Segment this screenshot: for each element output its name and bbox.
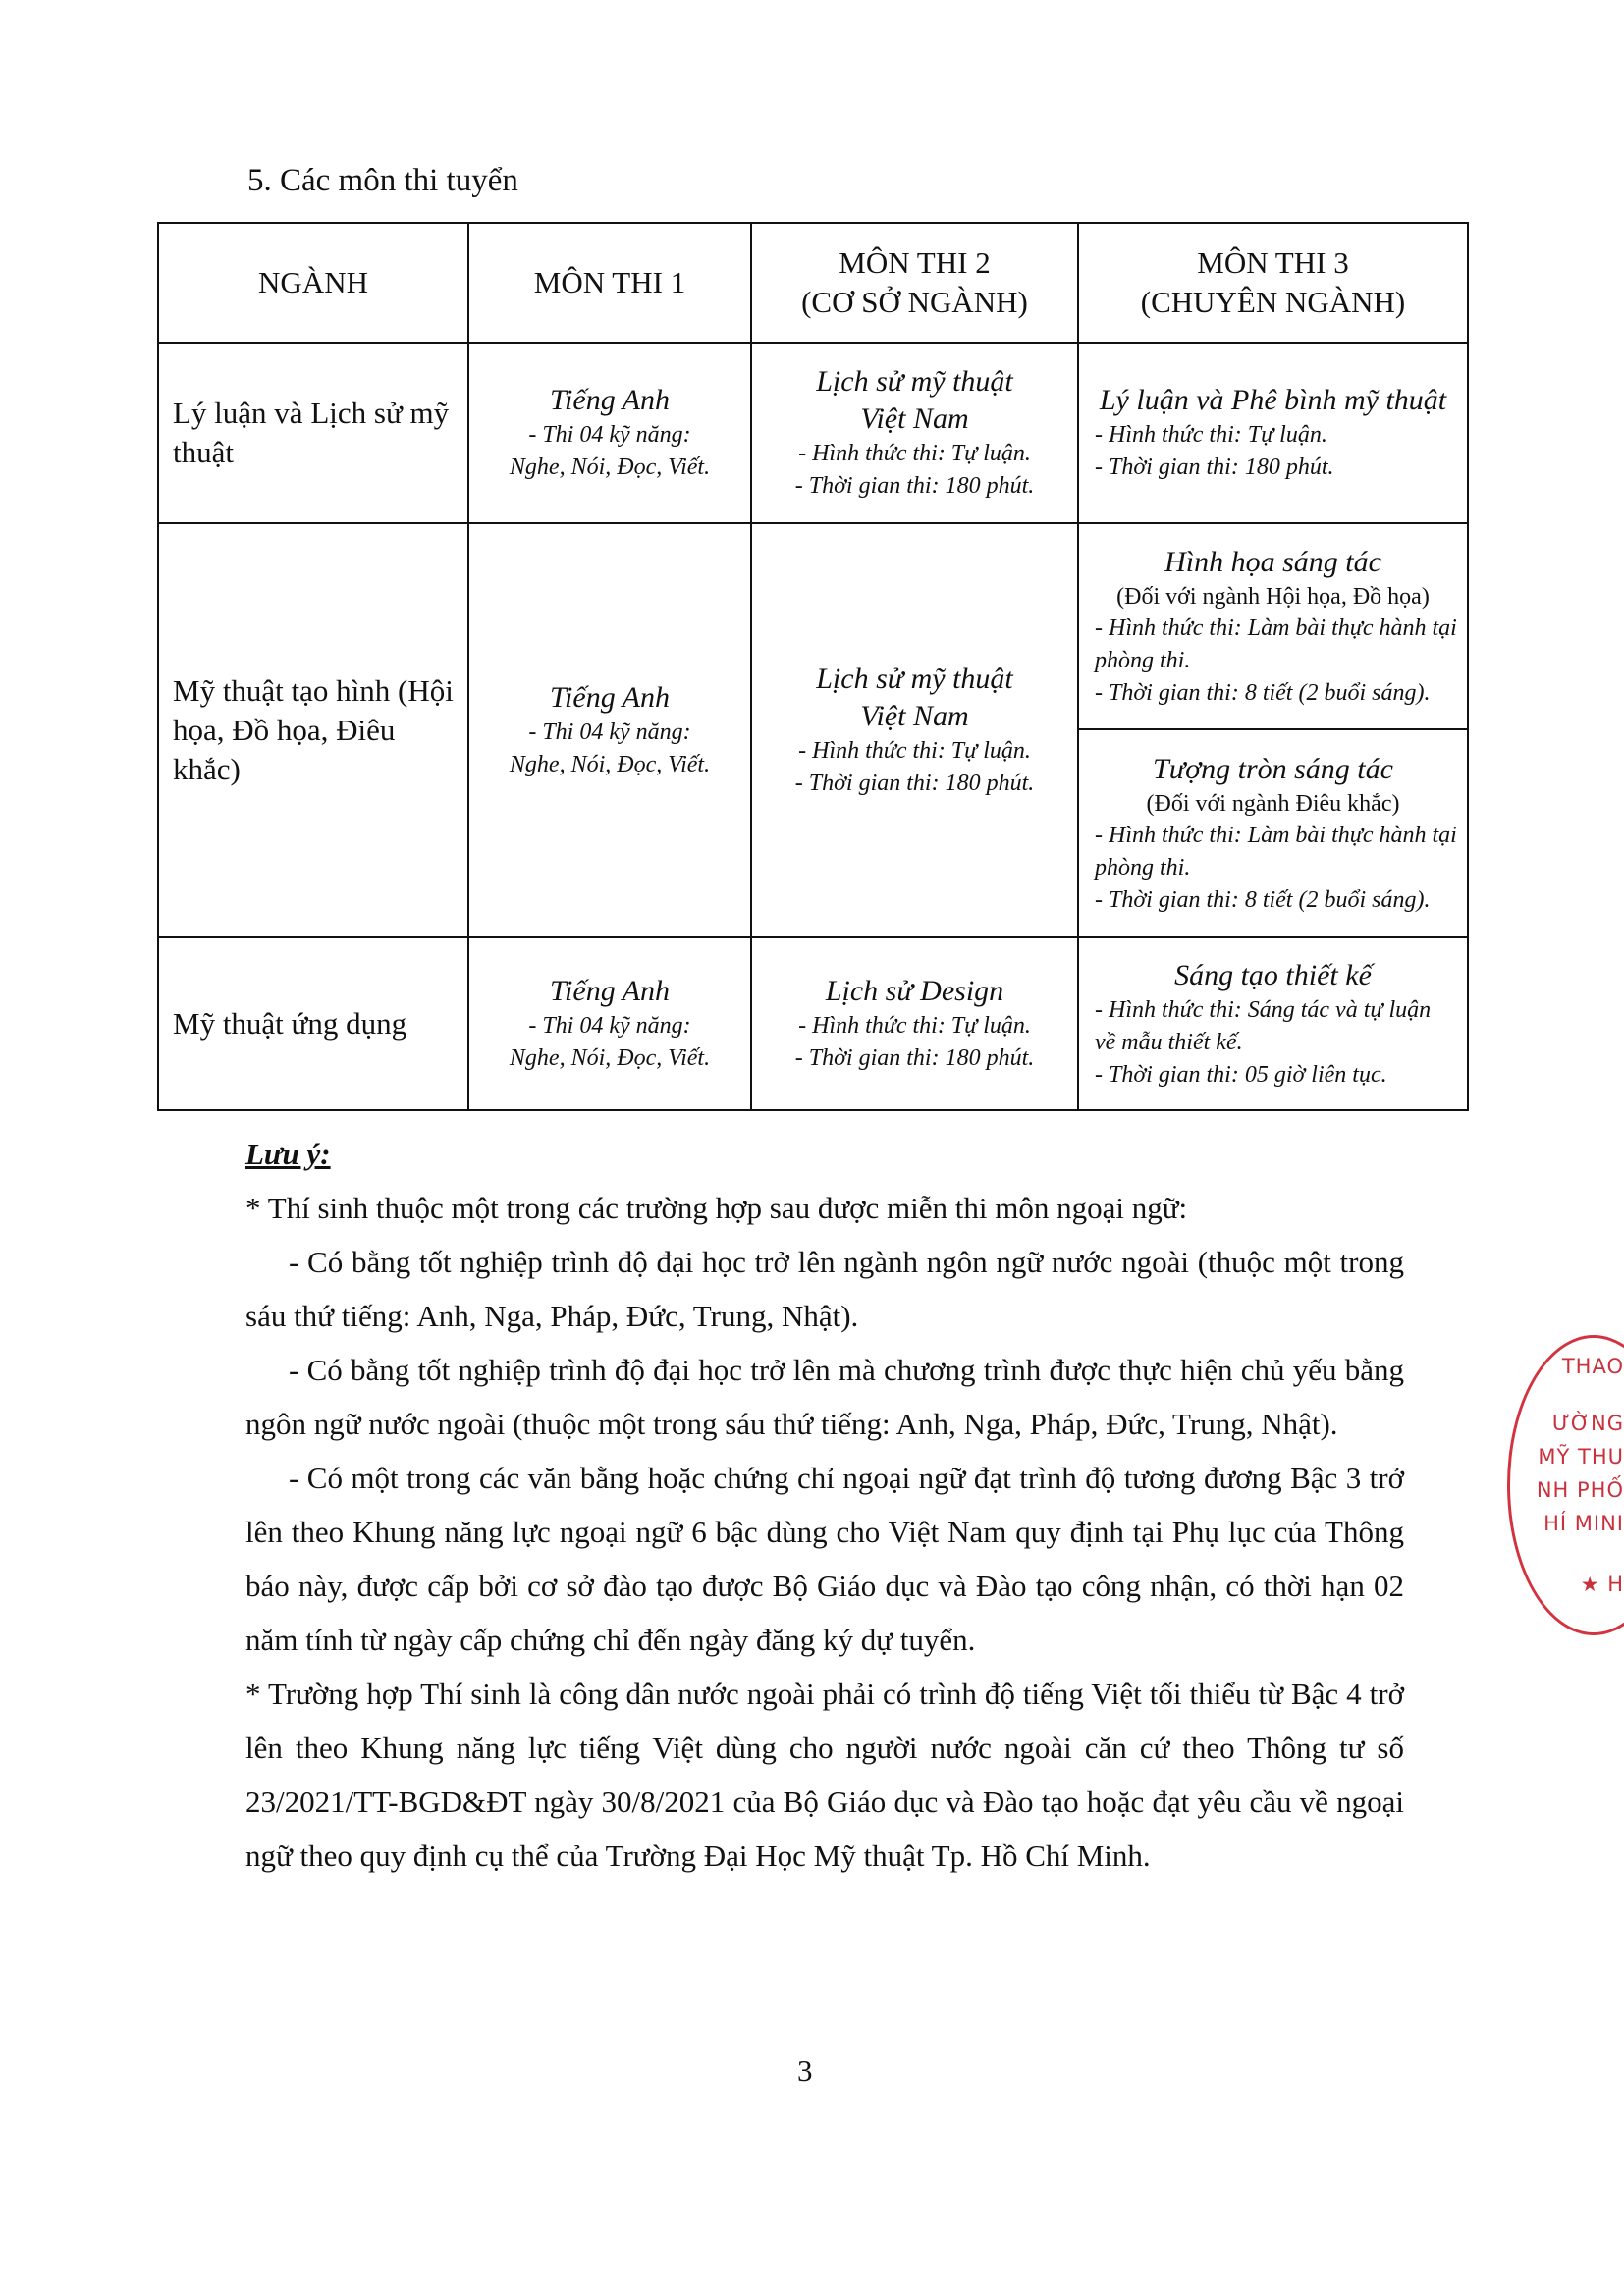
section-title: 5. Các môn thi tuyển bbox=[247, 163, 518, 198]
table-row bbox=[158, 343, 1468, 523]
subject-1-cell: Tiếng Anh - Thi 04 kỹ năng: Nghe, Nói, Đọc, Viết. bbox=[468, 937, 751, 1110]
subject-3b-cell: Tượng tròn sáng tác (Đối với ngành Điêu khắc) - Hình thức thi: Làm bài thực hành tại phòng thi. - Thời gian thi: 8 tiết (2 buổi sáng). bbox=[1078, 729, 1468, 937]
note-paragraph: - Có một trong các văn bằng hoặc chứng chỉ ngoại ngữ đạt trình độ tương đương Bậc 3 trở lên theo Khung năng lực ngoại ngữ 6 bậc dùng cho Việt Nam quy định tại Phụ lục của Thông báo này, được cấp bởi cơ sở đào tạo được Bộ Giáo dục và Đào tạo công nhận, có thời hạn 02 năm tính từ ngày cấp chứng chỉ đến ngày đăng ký dự tuyển. bbox=[245, 1461, 1404, 1657]
table-header-row bbox=[158, 223, 1468, 343]
table-row bbox=[158, 937, 1468, 1110]
subject-2-cell: Lịch sử mỹ thuật Việt Nam - Hình thức thi: Tự luận. - Thời gian thi: 180 phút. bbox=[751, 343, 1078, 523]
notes-heading: Lưu ý: bbox=[245, 1137, 331, 1171]
header-subject-2: MÔN THI 2 (CƠ SỞ NGÀNH) bbox=[751, 223, 1078, 343]
subject-3-cell: Lý luận và Phê bình mỹ thuật - Hình thức thi: Tự luận. - Thời gian thi: 180 phút. bbox=[1078, 343, 1468, 523]
subject-1-cell: Tiếng Anh - Thi 04 kỹ năng: Nghe, Nói, Đọc, Viết. bbox=[468, 523, 751, 937]
major-cell: Mỹ thuật tạo hình (Hội họa, Đồ họa, Điêu khắc) bbox=[158, 523, 468, 937]
table-row bbox=[158, 523, 1468, 729]
note-paragraph: - Có bằng tốt nghiệp trình độ đại học trở lên mà chương trình được thực hiện chủ yếu bằng ngôn ngữ nước ngoài (thuộc một trong sáu thứ tiếng: Anh, Nga, Pháp, Đức, Trung, Nhật). bbox=[245, 1353, 1404, 1441]
exam-subjects-table bbox=[157, 222, 1469, 1111]
seal-text: ★ H bbox=[1580, 1573, 1624, 1596]
page-number: 3 bbox=[797, 2054, 813, 2088]
note-paragraph: * Trường hợp Thí sinh là công dân nước ngoài phải có trình độ tiếng Việt tối thiểu từ Bậc 4 trở lên theo Khung năng lực tiếng Việt dùng cho người nước ngoài căn cứ theo Thông tư số 23/2021/TT-BGD&ĐT ngày 30/8/2021 của Bộ Giáo dục và Đào tạo hoặc đạt yêu cầu về ngoại ngữ theo quy định cụ thể của Trường Đại Học Mỹ thuật Tp. Hồ Chí Minh. bbox=[245, 1677, 1404, 1873]
notes-section bbox=[245, 1127, 1404, 1883]
note-paragraph: * Thí sinh thuộc một trong các trường hợp sau được miễn thi môn ngoại ngữ: bbox=[245, 1191, 1188, 1225]
subject-2-cell: Lịch sử mỹ thuật Việt Nam - Hình thức thi: Tự luận. - Thời gian thi: 180 phút. bbox=[751, 523, 1078, 937]
header-subject-3: MÔN THI 3 (CHUYÊN NGÀNH) bbox=[1078, 223, 1468, 343]
header-subject-1: MÔN THI 1 bbox=[468, 223, 751, 343]
note-paragraph: - Có bằng tốt nghiệp trình độ đại học trở lên ngành ngôn ngữ nước ngoài (thuộc một trong sáu thứ tiếng: Anh, Nga, Pháp, Đức, Trung, Nhật). bbox=[245, 1245, 1404, 1333]
seal-text: MỸ THU bbox=[1538, 1445, 1624, 1468]
subject-2-cell: Lịch sử Design - Hình thức thi: Tự luận. - Thời gian thi: 180 phút. bbox=[751, 937, 1078, 1110]
seal-text: THAO bbox=[1561, 1355, 1624, 1378]
subject-3-cell: Sáng tạo thiết kế - Hình thức thi: Sáng tác và tự luận về mẫu thiết kế. - Thời gian thi: 05 giờ liên tục. bbox=[1078, 937, 1468, 1110]
seal-text: HÍ MINI bbox=[1543, 1512, 1624, 1535]
major-cell: Lý luận và Lịch sử mỹ thuật bbox=[158, 343, 468, 523]
major-cell: Mỹ thuật ứng dụng bbox=[158, 937, 468, 1110]
seal-text-group bbox=[1512, 1355, 1624, 1610]
subject-1-cell: Tiếng Anh - Thi 04 kỹ năng: Nghe, Nói, Đọc, Viết. bbox=[468, 343, 751, 523]
header-major: NGÀNH bbox=[158, 223, 468, 343]
seal-text: ƯỜNG bbox=[1551, 1412, 1624, 1435]
seal-text: NH PHỐ bbox=[1536, 1478, 1624, 1502]
subject-3a-cell: Hình họa sáng tác (Đối với ngành Hội họa, Đồ họa) - Hình thức thi: Làm bài thực hành tại phòng thi. - Thời gian thi: 8 tiết (2 buổi sáng). bbox=[1078, 523, 1468, 729]
